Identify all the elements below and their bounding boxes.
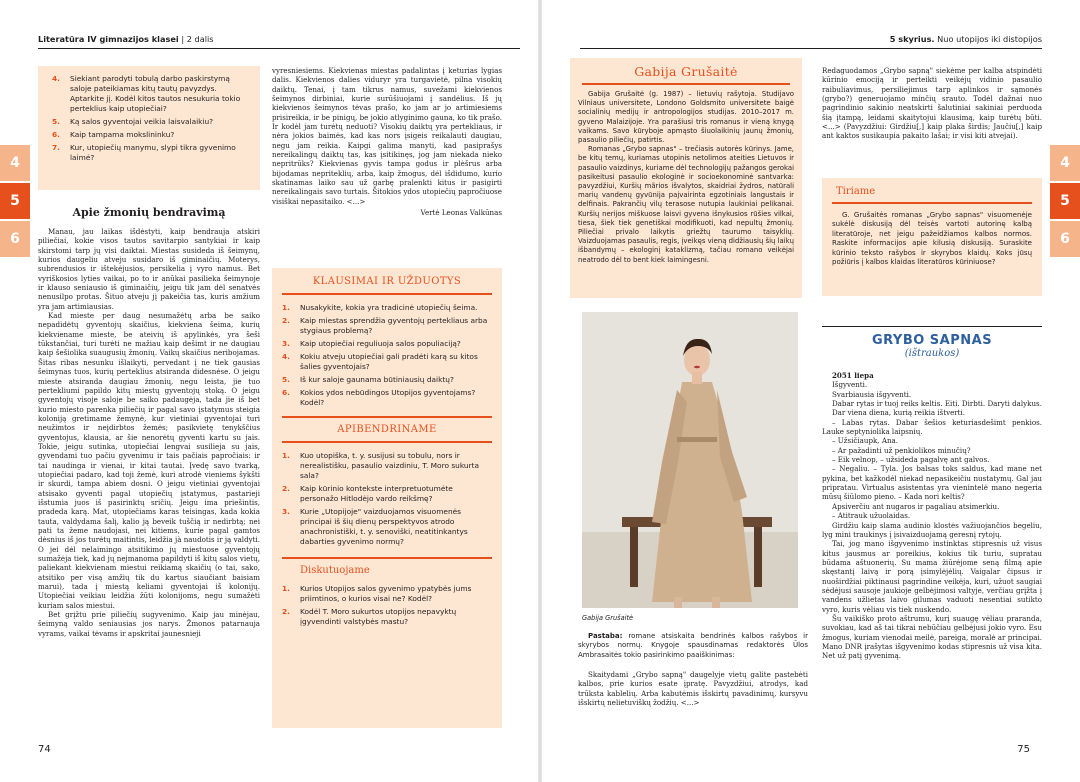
paragraph: Gabija Grušaitė (g. 1987) – lietuvių rašytoja. Studijavo Vilniaus universitete, Londono Goldsmito universitete baigė socialinių medijų ir antropologijos studijas. 2010–2017 m. gyveno Malaizijoje. Yra parašiusi tris romanus ir vieną knygą vaikams. Savo kūryboje apmąsto šiuolaikinių jaunų žmonių, pasaulio piliečių, patirtis. [578, 90, 794, 145]
author-bio [570, 90, 802, 265]
editor-quote [578, 670, 808, 707]
note-text: Pastaba: romane atsiskaita bendrinės kalbos rašybos ir skyrybos normų. Knygoje spausdinamas redaktorės Ūlos Ambrasaitės tokio pasirinkimo paaiškinimas: [578, 632, 808, 659]
note-section [578, 632, 808, 732]
chapter-tabs-left [0, 145, 30, 259]
running-header-right: 5 skyrius. Nuo utopijos iki distopijos [889, 34, 1042, 44]
list-item: 2. Kodėl T. Moro sukurtos utopijos nepavyktų įgyvendinti valstybės mastu? [282, 607, 457, 626]
research-box [822, 178, 1042, 296]
questions-box [38, 66, 260, 190]
list-item: 2. Kaip miestas sprendžia gyventojų pertekliaus arba stygiaus problemą? [282, 316, 488, 335]
paragraph: – Atitrauk užuolaidas. [832, 511, 911, 521]
divider [282, 293, 492, 295]
article-column-1 [38, 206, 260, 730]
list-item: 6. Kaip tampama mokslininku? [52, 130, 175, 139]
paragraph: Skaitydami „Grybo sapną" daugelyje vietų galite pastebėti kalbos, prie kurios esate įpratę. Pavyzdžiui, atrodys, kad trūksta kablelių. Arba kabutėmis išskirtų pavadinimų, kursyvu išskirtų nelietuviškų žodžių. <...> [578, 669, 808, 707]
paragraph: Manau, jau laikas išdėstyti, kaip bendrauja atskiri piliečiai, kokie visos tautos savitarpio santykiai ir kaip skirstomi tarp jų visi daiktai. Miestas susideda iš šeimynų, kurios daugeliu atveju susidaro iš giminaičių. Moterys, subrendusios ir ištekėjusios, persikelia į vyro namus. Bet vyriškosios lyties vaikai, po to ir anūkai pasilieka šeimynoje ir klauso seniausio iš giminaičių, jeigu tik jam dėl senatvės nenusilpo protas. Šituo atveju jį pakeičia tas, kuris amžium yra jam artimiausias. [38, 227, 260, 311]
header-rule [38, 48, 520, 49]
paragraph: Apsiverčiu ant nugaros ir pagaliau atsimerkiu. [832, 501, 1000, 511]
author-bio-box [570, 58, 802, 298]
article-title: Apie žmonių bendravimą [72, 206, 226, 219]
chapter-tab-6[interactable]: 6 [0, 221, 30, 257]
excerpt-title: GRYBO SAPNAS [871, 333, 993, 348]
chapter-tab-4[interactable]: 4 [1050, 145, 1080, 181]
chapter-tab-5[interactable]: 5 [0, 183, 30, 219]
list-item: 4. Kokiu atveju utopiečiai gali pradėti karą su kitos šalies gyventojais? [282, 352, 478, 371]
chapter-tab-6[interactable]: 6 [1050, 221, 1080, 257]
research-text: G. Grušaitės romanas „Grybo sapnas" visuomenėje sukėlė diskusiją dėl teisės vartoti autorinę kalbą literatūroje, net jeigu pažeidžiamos kalbos normos. Raskite informacijos apie kilusią diskusiją. Suraskite kūrinio teksto rašybos ir skyrybos klaidų. Koks jūsų požiūris į kalbos klaidas literatūros kūriniuose? [832, 211, 1032, 267]
paragraph: – Ar pažadinti už penkiolikos minučių? [832, 445, 971, 455]
paragraph: – Eik velnop, – užsideda pagalvę ant galvos. [832, 455, 990, 465]
tasks-heading: KLAUSIMAI IR UŽDUOTYS [312, 276, 462, 287]
author-name: Gabija Grušaitė [634, 64, 738, 79]
paragraph: Girdžiu kaip slama audinio klostės važiuojančios begeliu, lyg mini traukinys į įsivaizduojamą geresnį rytojų. [822, 520, 1042, 539]
excerpt-date: 2051 liepa [832, 371, 874, 380]
excerpt-text [822, 371, 1042, 661]
photo-caption: Gabija Grušaitė [582, 614, 634, 622]
questions-list [38, 66, 260, 163]
paragraph: Šu vaikiško proto aštrumu, kurį suaugę vėliau praranda, suvokiau, kad aš tai tikrai nebūčiau gelbėjusi jokio vyro. Esu žmogus, kuriam vienodai meilė, pareiga, moralė ar principai. Mano DNR įrašytas išgyvenimo kodas stipresnis už visa kita. Net už patį gyvenimą. [822, 613, 1042, 661]
chapter-tab-5[interactable]: 5 [1050, 183, 1080, 219]
article-text [38, 227, 260, 638]
divider [282, 416, 492, 418]
discussion-list [272, 576, 502, 627]
list-item: 1. Kurios Utopijos salos gyvenimo ypatybės jums priimtinos, o kurios visai ne? Kodėl? [282, 584, 472, 603]
paragraph: – Negaliu. – Tyla. Jos balsas toks saldus, kad mane net pykina, bet kažkodėl niekad nepasikeičiu nustatymų. Gal jau pripratau. Virtualus asistentas yra vienintelė mano negeria mūsų šiūlomo pieno. – Kada nori keltis? [822, 464, 1042, 502]
right-column-top [822, 66, 1042, 176]
divider [282, 557, 492, 559]
list-item: 5. Iš kur saloje gaunama būtiniausių daiktų? [282, 375, 454, 384]
woman-portrait-illustration [582, 312, 798, 608]
paragraph: Romanas „Grybo sapnas" – trečiasis autorės kūrinys. Jame, be kitų temų, kuriamas utopinis netolimos ateities Lietuvos ir pasaulio vaizdinys, kuriame dėl technologijų pažangos gerokai pasikeitusi pasaulio ekologinė ir socioekonominė santvarka: pavyzdžiui, Kuršių mãrios išvalytos, skaidriai žydros, natūrali marių vandenų gyvūnija pajvairinta egzotiniais langustais ir delfinais. Pakrančių vilų terasose nutupia laukiniai pelikanai. Kuršių nerijos miškuose laisvi gyvena išnykusios rūšies vilkai, tiesa, šiek tiek genetiškai modifikuoti, kad nepultų žmonių. Piliečiai privalo laikytis griežtų taurumo taisyklių. Vaizduojamas pasaulis, regis, įveikęs vieną didžiausių šių laikų išbandymų – ekologinį kataklizmą, tačiau romano veikėjai neatrodo dėl to bent kiek laimingesni. [578, 145, 794, 264]
header-rule [580, 48, 1042, 49]
discussion-heading: Diskutuojame [300, 565, 370, 576]
list-item: 1. Kuo utopiška, t. y. susijusi su tobulu, nors ir nerealistišku, pasaulio vaizdiniu, T. Moro sukurta sala? [282, 451, 480, 480]
page-number-right: 75 [1017, 744, 1030, 755]
chapter-tabs-right [1050, 145, 1080, 259]
list-item: 7. Kur, utopiečių manymu, slypi tikra gyvenimo laimė? [52, 143, 236, 162]
paragraph: Išgyventi. [832, 380, 868, 390]
author-photo [582, 312, 798, 608]
paragraph: Kad mieste per daug nesumažėtų arba be saiko nepadidėtų gyventojų skaičius, kiekviena šeima, kurių kiekviename mieste, be ateivių iš apylinkės, yra šeši tūkstančiai, turi turėti ne mažiau kaip dešimt ir ne daugiau kaip šešiolika suaugusių žmonių. Vaikų skaičius neribojamas. Šitas ribas nesunku išlaikyti, pervedant į ne tiek gausias šeimynas tuos, kurių perteklius atsiranda didesnėse. O jeigu mieste atsiranda daugiau žmonių, negu leista, jie tuo pertekliumi papildo kitų miestų gyventojų stoką. O jeigu gyventojų visoje saloje be saiko padaugėja, tada jie iš bet kurio miesto parenka piliečių ir pagal savo įstatymus steigia koloniją gretimame žemynė, kur vietiniai gyventojai turi neužimtos ir neįdirbtos žemės; pasikvietę tenykščius gyventojus, klausia, ar šie nenorėtų gyventi kartu su jais. Tokie, jeigu sutinka, utopiečiai lengvai susilieja su jais, gyvendami tuo pačiu gyvenimu ir tais pačiais papročiais: ir tai naudinga ir vienai, ir kitai tautai. Įvedę savo tvarką, utopiečiai padaro, kad toji žemė, kuri atrodė vieniems šykšti ir skurdi, tampa abiem dosni. O jeigu vietiniai gyventojai atsisako gyventi pagal utopiečių įstatymus, pastarieji išstumia juos iš pasirinktų sričių. Jeigu ima priešintis, pradeda karą. Mat, utopiečiams karas teisingas, kada kokia tauta, valdydama šalį, kalio ją beveik tuščią ir nedirbtą; nei pati ta žeme naudojasi, nei kitiems, kurie pagal gamtos dėsnius iš jos turėtų maitintis, leidžia jà naudotis ir ją valdyti. O jei dėl nelaimingo atsitikimo jų miestuose gyventojų sumažėja tiek, kad jų nejmanoma papildyti iš kitų salos vietų, paliekant kiekvienam miestui reikiamą skaičių (o tai, sako, atsitiko per visą amžių tik du kartus siaučiant baisiam marui), tada į miestą keliami gyventojai iš kolonijų. Utopiečiai veikiau leidžia žūti kolonijoms, negu sumažėti kuriam salos miestui. [38, 311, 260, 610]
paragraph: – Labas rytas. Dabar šešios keturiasdešimt penkios. Lauke septyniolika laipsnių. [822, 417, 1042, 437]
list-item: 3. Kurie „Utopijoje" vaizduojamos visuomenės principai iš šių dienų perspektyvos atrodo anachronistiški, t. y. senoviški, neatitinkantys dabarties gyvenimo normų? [282, 507, 468, 546]
chapter-tab-4[interactable]: 4 [0, 145, 30, 181]
summary-list [272, 451, 502, 547]
summary-heading: APIBENDRINAME [337, 424, 437, 435]
list-item: 3. Kaip utopiečiai reguliuoja salos populiaciją? [282, 339, 461, 348]
divider [822, 326, 1042, 327]
paragraph: Dar viena diena, kurią reikia ištverti. [832, 408, 966, 418]
divider [282, 441, 492, 443]
paragraph: vyresniesiems. Kiekvienas miestas padalintas į keturias lygias dalis. Kiekvienos dalies viduryr yra turgavietė, pilna visokių daiktų. Tenai, į tam tikrus namus, suvežami kiekvienos šeimynos dirbiniai, kurie surūšiuojami į sandėlius. Iš jų kiekvienos šeimynos tėvas prašo, ko jam ar jo artimiesiems prisireikia, ir be pinigų, be jokio atlyginimo gauna, ko tik prašo. Ir kodėl jam turėtų neduoti? Visokių daiktų yra pertekliaus, ir nėra jokios baimės, kad kas nors įsigeis reikalauti daugiau, negu jam reikia. Kaipgi galima manyti, kad pasiprašys nereikalingų daiktų tas, kas įsitikinęs, jog jam niekada nieko nepritrūks? Kiekvienas gyvis tampa godus ir plėšrus arba bijodamas nepriteklių, arba, kaip žmogus, dėl išdidumo, kurio skatinamas laiko sau už garbę pralenkti kitus ir pasigirti nereikalingais savo turtais. Šitokios ydos utopiečių papročiuose visiškai nepasitaiko. <...> [272, 66, 502, 206]
paragraph: Bet grįžtu prie piliečių sugyvenimo. Kaip jau minėjau, šeimyną valdo seniausias jos narys. Žmonos patarnauja vyrams, vaikai tėvams ir apskritai jaunesnieji [38, 610, 260, 638]
running-header-left: Literatūra IV gimnazijos klasei | 2 dalis [38, 34, 214, 44]
tasks-panel [272, 268, 502, 728]
page-number-left: 74 [38, 744, 51, 755]
tasks-list [272, 303, 502, 408]
list-item: 4. Siekiant parodyti tobulą darbo paskirstymą saloje pateikiamas kitų tautų pavyzdys. Aptarkite jį. Kodėl kitos tautos nesukuria tokio perteklius kaip utopiečiai? [52, 74, 241, 113]
research-heading: Tiriame [836, 186, 876, 197]
article-column-2 [272, 66, 502, 261]
list-item: 6. Kokios ydos nebūdingos Utopijos gyventojams? Kodėl? [282, 388, 476, 407]
list-item: 1. Nusakykite, kokia yra tradicinė utopiečių šeima. [282, 303, 478, 312]
divider [582, 83, 790, 85]
paragraph: Dabar rytas ir tuoj reiks keltis. Eiti. Dirbti. Daryti dalykus. [832, 399, 1042, 409]
translator-signature: Vertė Leonas Valkūnas [420, 208, 502, 218]
paragraph: Tai, jog mano išgyvenimo instinktas stipresnis už visus kitus jausmus ar poreikius, kokius tik turiu, supratau būdama aštuonerių. Su mama žiūrėjome seną filmą apie skęstantį laivą ir porą įsimylėjėlių. Vaigalar čipsus ir nuoširdžiai piktinausi pagrindine veikėja, kuri, užuot saugiai sėdėjusi sausoje jaukioje gelbėjimosi valtyje, verčiau grįžta į vandens užlietas laivo gilumas vaduoti nesentiai sutikto vyro, kuris vėliau vis tiek nuskendo. [822, 539, 1042, 614]
excerpt-section [822, 326, 1042, 736]
paragraph: Svarbiausia išgyventi. [832, 389, 912, 399]
paragraph: – Užsičiaupk, Ana. [832, 436, 898, 446]
list-item: 5. Ką salos gyventojai veikia laisvalaikiu? [52, 117, 214, 126]
paragraph: Redaguodamos „Grybo sapną" siekėme per kalba atspindėti kūrinio emociją ir perteikti veikėjų vidinio pasaulio raibuliavimus, persiliejimus tarp aplinkos ir sąmonės (grybo?) generuojamo minčių srauto. Todėl dažnai nuo pagrindinio sakinio neatskirti šalutiniai sakiniai perduoda šią įtampą, leidami skaitytojui klausimą, kaip turėtų būti. <...> (Pavyzdžiui: Girdžiu[,] kaip plaka širdis; Jaučiu[,] kaip ant kaktos susikaupia pakaito lašai; ir visi kiti atvejai). [822, 66, 1042, 141]
list-item: 2. Kaip kūrinio kontekste interpretuotumėte personažo Hitlodėjo vardo reikšmę? [282, 484, 453, 503]
excerpt-subtitle: (ištraukos) [904, 348, 960, 359]
right-page [540, 0, 1080, 782]
divider [832, 202, 1032, 204]
